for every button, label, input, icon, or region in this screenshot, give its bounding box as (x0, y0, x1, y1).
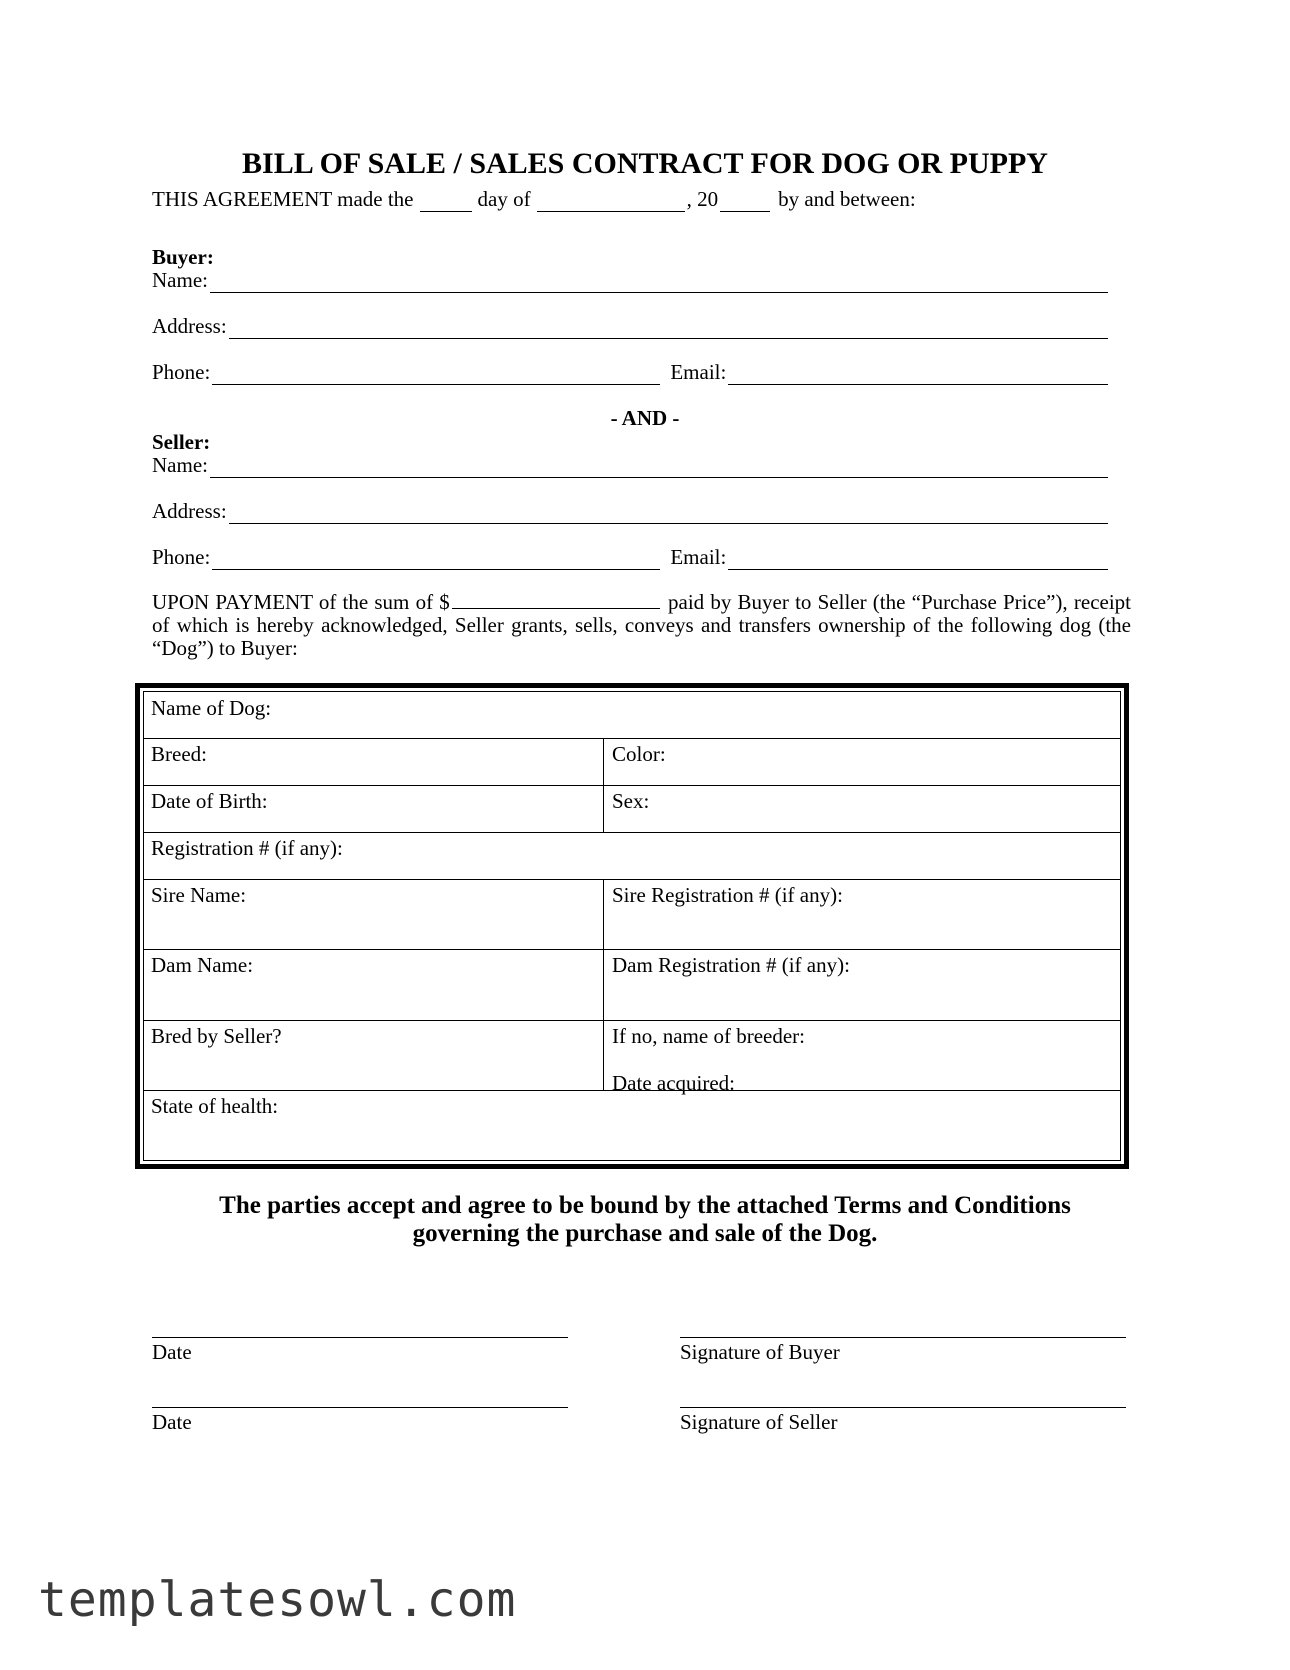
buyer-signature-label: Signature of Buyer (680, 1340, 840, 1364)
buyer-address-field[interactable] (229, 318, 1108, 339)
seller-signature-label: Signature of Seller (680, 1410, 838, 1434)
agreement-made-label: THIS AGREEMENT made the (152, 187, 414, 211)
dog-name-label: Name of Dog: (151, 696, 272, 720)
seller-contact-line (152, 544, 1110, 570)
registration-cell[interactable] (144, 832, 1124, 879)
buyer-email-label: Email: (670, 360, 727, 384)
buyer-name-label: Name: (152, 268, 208, 292)
agreement-date-line (152, 186, 1110, 212)
table-column-divider (603, 879, 604, 1090)
dog-details-table (143, 691, 1121, 1161)
buyer-name-field[interactable] (210, 272, 1108, 293)
agreement-month-field[interactable] (537, 191, 685, 212)
agreement-statement-line-1: The parties accept and agree to be bound by the attached Terms and Conditions (219, 1192, 1071, 1219)
sex-label: Sex: (612, 789, 650, 813)
buyer-date-label: Date (152, 1340, 192, 1364)
dam-name-label: Dam Name: (151, 953, 254, 977)
table-column-divider (603, 738, 604, 832)
color-label: Color: (612, 742, 666, 766)
date-acquired-label: Date acquired: (612, 1071, 736, 1095)
dob-label: Date of Birth: (151, 789, 268, 813)
dam-name-cell[interactable] (144, 949, 603, 1020)
color-cell[interactable] (605, 738, 1124, 785)
watermark: templatesowl.com (38, 1572, 517, 1628)
buyer-name-line (152, 267, 1110, 293)
agreement-year-field[interactable] (720, 191, 770, 212)
seller-email-field[interactable] (728, 549, 1108, 570)
sire-name-label: Sire Name: (151, 883, 247, 907)
buyer-email-field[interactable] (728, 364, 1108, 385)
agreement-statement (0, 1192, 1290, 1248)
dog-details-box (135, 683, 1129, 1169)
health-cell[interactable] (144, 1090, 1124, 1160)
dam-registration-cell[interactable] (605, 949, 1124, 1020)
health-label: State of health: (151, 1094, 279, 1118)
bred-by-seller-label: Bred by Seller? (151, 1024, 282, 1048)
buyer-contact-line (152, 359, 1110, 385)
buyer-signature-line[interactable] (680, 1337, 1126, 1338)
sire-registration-label: Sire Registration # (if any): (612, 883, 843, 907)
purchase-price-field[interactable] (452, 591, 660, 609)
dog-name-cell[interactable] (144, 692, 1124, 738)
and-separator: - AND - (610, 406, 680, 430)
seller-signature-line[interactable] (680, 1407, 1126, 1408)
breed-cell[interactable] (144, 738, 603, 785)
seller-email-label: Email: (670, 545, 727, 569)
buyer-phone-label: Phone: (152, 360, 211, 384)
seller-date-line[interactable] (152, 1407, 568, 1408)
buyer-address-label: Address: (152, 314, 227, 338)
buyer-heading: Buyer: (152, 245, 214, 269)
seller-address-field[interactable] (229, 503, 1108, 524)
payment-paragraph (152, 591, 1131, 660)
seller-heading: Seller: (152, 430, 211, 454)
seller-phone-field[interactable] (212, 549, 660, 570)
registration-label: Registration # (if any): (151, 836, 343, 860)
payment-text: paid by Buyer to Seller (the “Purchase Price”), receipt of which is hereby acknowledged, Seller grants, sells, conveys and transfers ownership of the following dog (the “Dog”) to Buyer: (152, 590, 1131, 660)
seller-address-line (152, 498, 1110, 524)
document-title: BILL OF SALE / SALES CONTRACT FOR DOG OR PUPPY (242, 147, 1048, 180)
buyer-address-line (152, 313, 1110, 339)
agreement-day-field[interactable] (420, 191, 472, 212)
agreement-day-of-label: day of (477, 187, 531, 211)
seller-phone-label: Phone: (152, 545, 211, 569)
breeder-cell[interactable] (605, 1020, 1124, 1095)
dam-registration-label: Dam Registration # (if any): (612, 953, 850, 977)
payment-lead: UPON PAYMENT of the sum of $ (152, 590, 450, 614)
agreement-statement-line-2: governing the purchase and sale of the Dog. (412, 1220, 878, 1247)
breeder-name-label: If no, name of breeder: (612, 1024, 805, 1048)
seller-name-line (152, 452, 1110, 478)
sex-cell[interactable] (605, 785, 1124, 832)
seller-date-label: Date (152, 1410, 192, 1434)
seller-address-label: Address: (152, 499, 227, 523)
buyer-date-line[interactable] (152, 1337, 568, 1338)
agreement-between-label: by and between: (778, 187, 916, 211)
sire-registration-cell[interactable] (605, 879, 1124, 949)
seller-name-field[interactable] (210, 457, 1108, 478)
buyer-phone-field[interactable] (212, 364, 660, 385)
breed-label: Breed: (151, 742, 207, 766)
seller-name-label: Name: (152, 453, 208, 477)
agreement-year-prefix: , 20 (686, 187, 719, 211)
dob-cell[interactable] (144, 785, 603, 832)
sire-name-cell[interactable] (144, 879, 603, 949)
bred-by-seller-cell[interactable] (144, 1020, 603, 1090)
